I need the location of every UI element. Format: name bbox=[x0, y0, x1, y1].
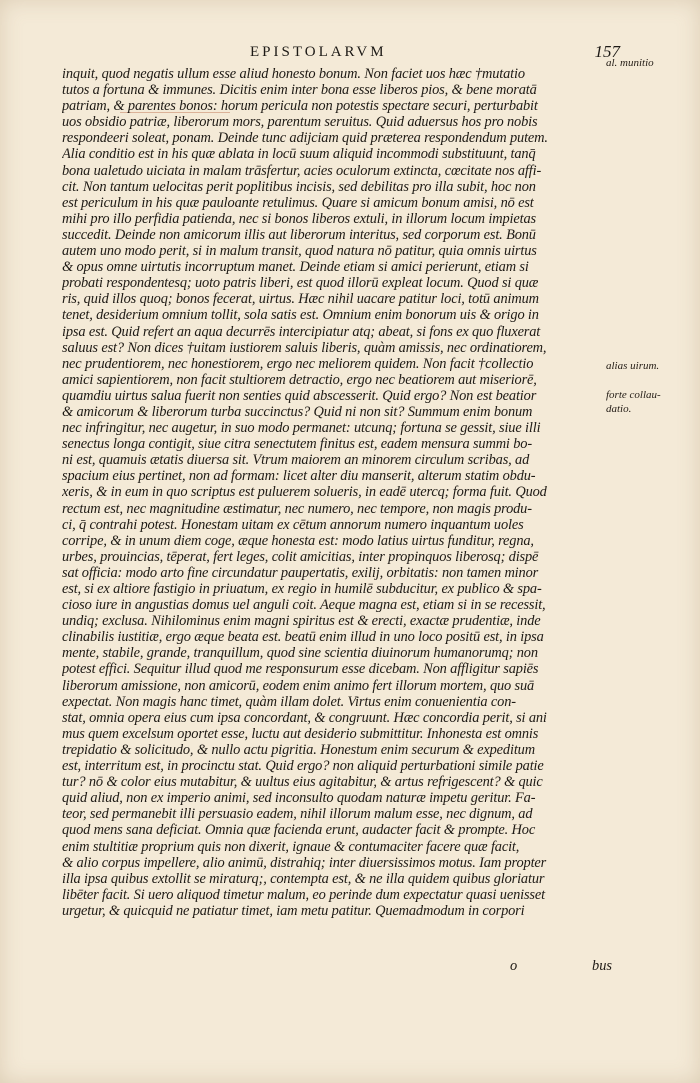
page-footer bbox=[500, 958, 612, 976]
text-line: trepidatio & solicitudo, & nullo actu pigritia. Honestum enim securum & expeditum bbox=[62, 741, 535, 758]
text-line: quod mens sana deficiat. Omnia quæ facienda erunt, audacter facit & prompte. Hoc bbox=[62, 822, 536, 839]
text-line: Alia conditio est in his quæ ablata in locū suum aliquid incommodi substituunt, tanq̄ bbox=[62, 146, 536, 163]
text-line: nec infringitur, nec augetur, in suo modo permanet: utcunq; fortuna se gessit, siue illi bbox=[62, 420, 541, 437]
text-line bbox=[62, 919, 604, 935]
text-line: mente, stabile, grande, tranquillum, quod sine scientia diuinorum humanorumq; non bbox=[62, 645, 538, 662]
text-line: amici sapientiorem, non facit stultiorem detractio, ergo nec beatiorem aut miseriorē, bbox=[62, 371, 537, 388]
text-line: inquit, quod negatis ullum esse aliud honesto bonum. Non faciet uos hæc †mutatio bbox=[62, 66, 525, 82]
text-line: & opus omne uirtutis incorruptum manet. Deinde etiam si amici perierunt, etiam si bbox=[62, 259, 529, 276]
text-line: quamdiu uirtus salua fuerit non senties quid abscesserit. Quid ergo? Non est beatior bbox=[62, 387, 537, 404]
text-line: corripe, & in unum diem coge, æque honesta est: modo latius uirtus funditur, regna, bbox=[62, 532, 534, 549]
text-line: mihi pro illo perfidia patienda, nec si bonos liberos extuli, in illorum locum impietas bbox=[62, 210, 536, 227]
text-line: teor, sed permanebit illi persuasio eadem, nihil illorum malum esse, nec dignum, ad bbox=[62, 806, 533, 823]
page-header bbox=[60, 40, 620, 66]
marginal-note: al. munitio bbox=[606, 57, 654, 69]
text-line: est, si ex altiore fastigio in priuatum, ex regio in humilē subducitur, ex publico & spa- bbox=[62, 581, 542, 597]
signature-mark: o bbox=[510, 958, 518, 974]
marginal-note: datio. bbox=[606, 403, 632, 415]
text-line: patriam, & parentes bonos: horum pericula non potestis spectare securi, perturbabit bbox=[62, 98, 538, 115]
text-line: rectum est, nec magnitudine æstimatur, nec numero, nec tempore, non magis produ- bbox=[62, 500, 532, 517]
text-line: nec prudentiorem, nec honestiorem, ergo nec meliorem quidem. Non facit †collectio bbox=[62, 355, 534, 372]
text-line: urgetur, & quicquid ne patiatur timet, iam metu patitur. Quemadmodum in corpori bbox=[62, 902, 525, 919]
text-line: tur? nō & color eius mutabitur, & uultus eius agitabitur, & artus refrigescent? & quic bbox=[62, 774, 543, 791]
page-number: 157 bbox=[594, 42, 620, 61]
text-line: mus quem excelsum oportet esse, luctu aut desiderio submittitur. Inhonesta est omnis bbox=[62, 725, 539, 742]
text-line: senectus longa contigit, siue citra senectutem finitus est, eadem mensura summi bo- bbox=[62, 436, 532, 453]
text-line: illa ipsa quibus extollit se miraturq;, contempta est, & ne illa quidem quibus gloriatur bbox=[62, 870, 545, 887]
text-line: succedit. Deinde non amicorum illis aut liberorum interitus, sed corporum est. Bonū bbox=[62, 226, 536, 243]
text-line: ci, q̄ contrahi potest. Honestam uitam ex cētum annorum numero inquantum uoles bbox=[62, 516, 524, 533]
text-line: uos obsidio patriæ, liberorum mors, parentum seruitus. Quid aduersus hos pro nobis bbox=[62, 114, 538, 131]
text-line: probati respondentesq; uoto patris liberi, est quod illorū expleat locum. Quod si quæ bbox=[62, 275, 539, 292]
text-line: tutos a fortuna & immunes. Dicitis enim inter bona esse liberos pios, & bene moratā bbox=[62, 82, 537, 99]
text-line: expectat. Non magis hanc timet, quàm illam dolet. Virtus enim conuenientia con- bbox=[62, 693, 516, 710]
text-line: undiq; exclusa. Nihilominus enim magni spiritus est & erecti, exactæ prudentiæ, inde bbox=[62, 613, 541, 630]
text-line: cioso iure in angustias domus uel anguli coit. Aeque magna est, etiam si in se recessit, bbox=[62, 597, 546, 614]
main-text bbox=[62, 66, 604, 935]
text-line: cit. Non tantum uelocitas perit poplitibus incisis, sed debilitas pro illa subit, hoc non bbox=[62, 178, 536, 195]
text-line: clinabilis iustitiæ, ergo æque beata est. beatū enim illud in uno loco positū est, in ipsa bbox=[62, 629, 544, 646]
text-line: enim stultitiæ proprium quis non dixerit, ignaue & contumaciter facere quæ facit, bbox=[62, 838, 520, 855]
text-line: sat officia: modo arto fine circundatur paupertatis, exilij, orbitatis: non tamen minor bbox=[62, 564, 539, 581]
text-line: autem uno modo perit, si in malum transit, quod natura nō patitur, quia omnis uirtus bbox=[62, 243, 537, 260]
text-line: ni est, quamuis ætatis diuersa sit. Vtrum maiorem an minorem circulum scribas, ad bbox=[62, 452, 530, 469]
text-line: libēter facit. Si uero aliquod timetur malum, eo perinde dum expectatur quasi uenisset bbox=[62, 886, 545, 903]
text-line: & amicorum & liberorum turba succinctus? Quid ni non sit? Summum enim bonum bbox=[62, 403, 533, 420]
text-line: stat, omnia opera eius cum ipsa concordant, & congruunt. Hæc concordia perit, si ani bbox=[62, 709, 547, 726]
text-line: tenet, desiderium omnium tollit, sola satis est. Omnium enim bonorum uis & origo in bbox=[62, 307, 539, 324]
text-line: xeris, & in eum in quo scriptus est puluerem solueris, in eadē utercq; forma fuit. Quod bbox=[62, 484, 547, 501]
text-line: saluus est? Non dices †uitam iustiorem saluis liberis, quàm amissis, nec ordinatiorem, bbox=[62, 339, 547, 356]
marginal-note: alias uirum. bbox=[606, 360, 660, 372]
text-line: potest effici. Sequitur illud quod me responsurum esse dicebam. Non affligitur sapiēs bbox=[62, 661, 539, 678]
text-line: & alio corpus impellere, alio animū, distrahiq; inter diuersissimos motus. Iam propter bbox=[62, 854, 547, 871]
text-line: liberorum amissione, non amicorū, eodem enim animo fert illorum mortem, quo suā bbox=[62, 677, 535, 694]
text-line: est, interritum est, in procinctu stat. Quid ergo? non aliquid perturbationi simile patie bbox=[62, 758, 544, 775]
text-line: bona ualetudo uiciata in malam trāsfertur, acies oculorum extincta, cœcitate nos affi- bbox=[62, 162, 542, 179]
text-line: ris, quid illos quoq; bonos fecerat, uirtus. Hæc nihil uacare patitur loci, totū animum bbox=[62, 291, 539, 308]
marginal-note: forte collau- bbox=[606, 389, 661, 401]
marginal-notes bbox=[606, 55, 696, 435]
running-title: EPISTOLARVM bbox=[250, 44, 387, 60]
catchword: bus bbox=[592, 958, 612, 974]
text-line: urbes, prouincias, tēperat, fert leges, colit amicitias, inter propinquos liberosq; dispē bbox=[62, 548, 539, 565]
text-line: respondeeri soleat, ponam. Deinde tunc adijciam quid præterea respondendum putem. bbox=[62, 130, 548, 147]
text-line: ipsa est. Quid refert an aqua decurrēs intercipiatur atq; abeat, si fons ex quo fluxerat bbox=[62, 323, 541, 340]
text-line: est periculum in his quæ pauloante retulimus. Quare si amicum bonum amisi, nō est bbox=[62, 194, 534, 211]
text-line: spacium eius pertinet, non ad formam: licet alter diu manserit, alterum statim obdu- bbox=[62, 468, 536, 485]
text-line: quid aliud, non ex imperio animi, sed inconsulto quodam naturæ impetu geritur. Fa- bbox=[62, 790, 536, 807]
